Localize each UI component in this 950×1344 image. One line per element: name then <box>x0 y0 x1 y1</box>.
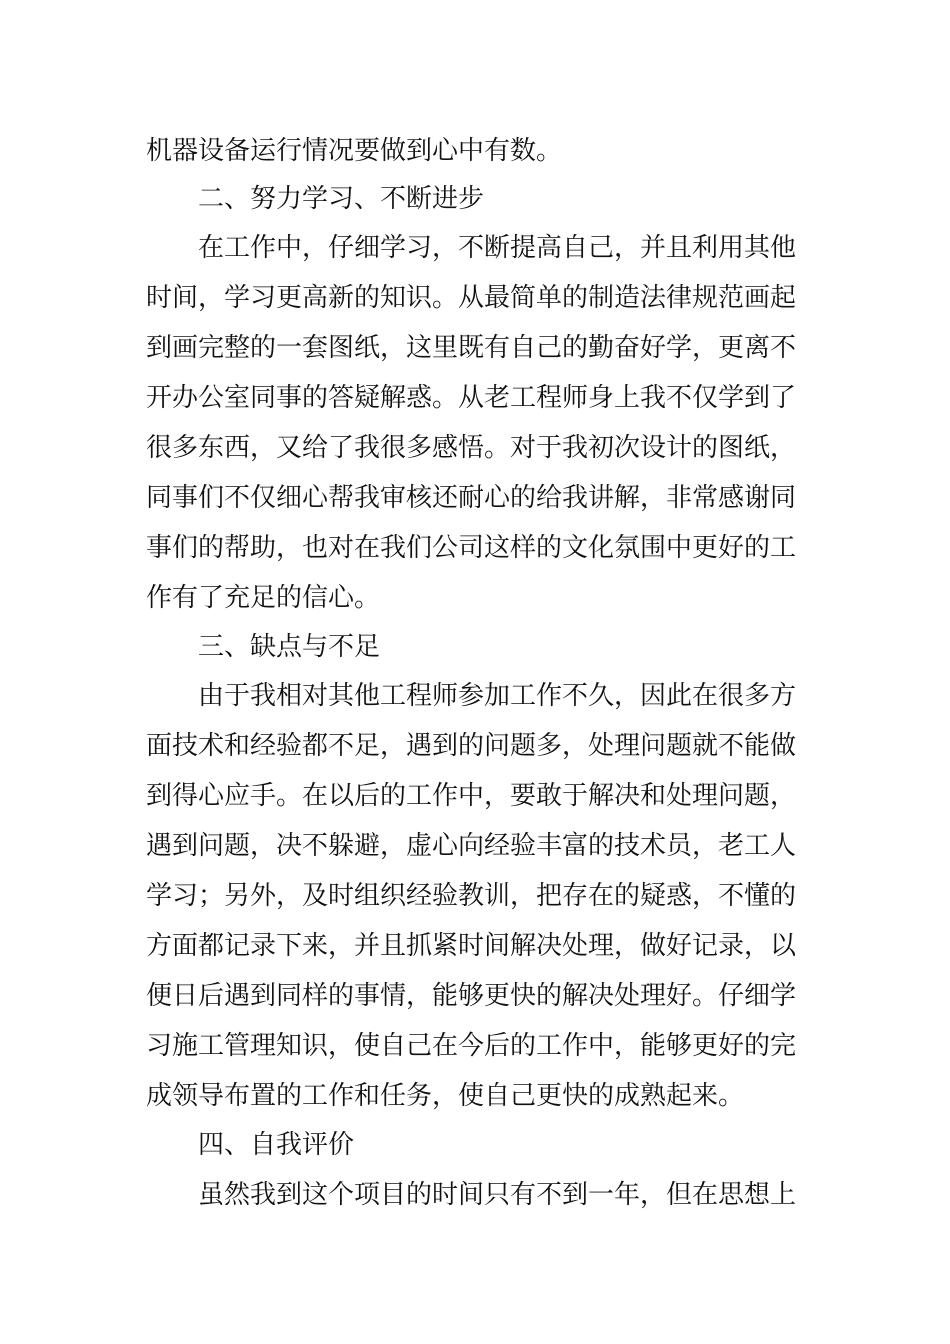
text-line: 到得心应手。在以后的工作中，要敢于解决和处理问题， <box>146 781 797 811</box>
text-line: 开办公室同事的答疑解惑。从老工程师身上我不仅学到了 <box>146 383 797 413</box>
section-heading: 三、缺点与不足 <box>198 632 381 662</box>
text-line: 作有了充足的信心。 <box>146 583 381 613</box>
text-line: 便日后遇到同样的事情，能够更快的解决处理好。仔细学 <box>146 981 797 1011</box>
text-line: 遇到问题，决不躲避，虚心向经验丰富的技术员，老工人 <box>146 831 797 861</box>
text-line: 学习；另外，及时组织经验教训，把存在的疑惑，不懂的 <box>146 881 797 911</box>
section-heading: 四、自我评价 <box>198 1130 355 1160</box>
text-line: 习施工管理知识，使自己在今后的工作中，能够更好的完 <box>146 1031 797 1061</box>
text-line: 事们的帮助，也对在我们公司这样的文化氛围中更好的工 <box>146 533 797 563</box>
text-line: 很多东西，又给了我很多感悟。对于我初次设计的图纸， <box>146 433 797 463</box>
paragraph-first-line: 由于我相对其他工程师参加工作不久，因此在很多方 <box>198 681 797 711</box>
text-line: 时间，学习更高新的知识。从最简单的制造法律规范画起 <box>146 283 797 313</box>
text-line: 面技术和经验都不足，遇到的问题多，处理问题就不能做 <box>146 731 797 761</box>
text-line: 方面都记录下来，并且抓紧时间解决处理，做好记录，以 <box>146 931 797 961</box>
text-line: 到画完整的一套图纸，这里既有自己的勤奋好学，更离不 <box>146 333 797 363</box>
section-heading: 二、努力学习、不断进步 <box>198 184 485 214</box>
text-line: 成领导布置的工作和任务，使自己更快的成熟起来。 <box>146 1081 745 1111</box>
paragraph-first-line: 在工作中，仔细学习，不断提高自己，并且利用其他 <box>198 233 797 263</box>
text-line: 机器设备运行情况要做到心中有数。 <box>146 136 563 166</box>
text-line: 同事们不仅细心帮我审核还耐心的给我讲解，非常感谢同 <box>146 483 797 513</box>
paragraph-first-line: 虽然我到这个项目的时间只有不到一年，但在思想上 <box>198 1180 797 1210</box>
